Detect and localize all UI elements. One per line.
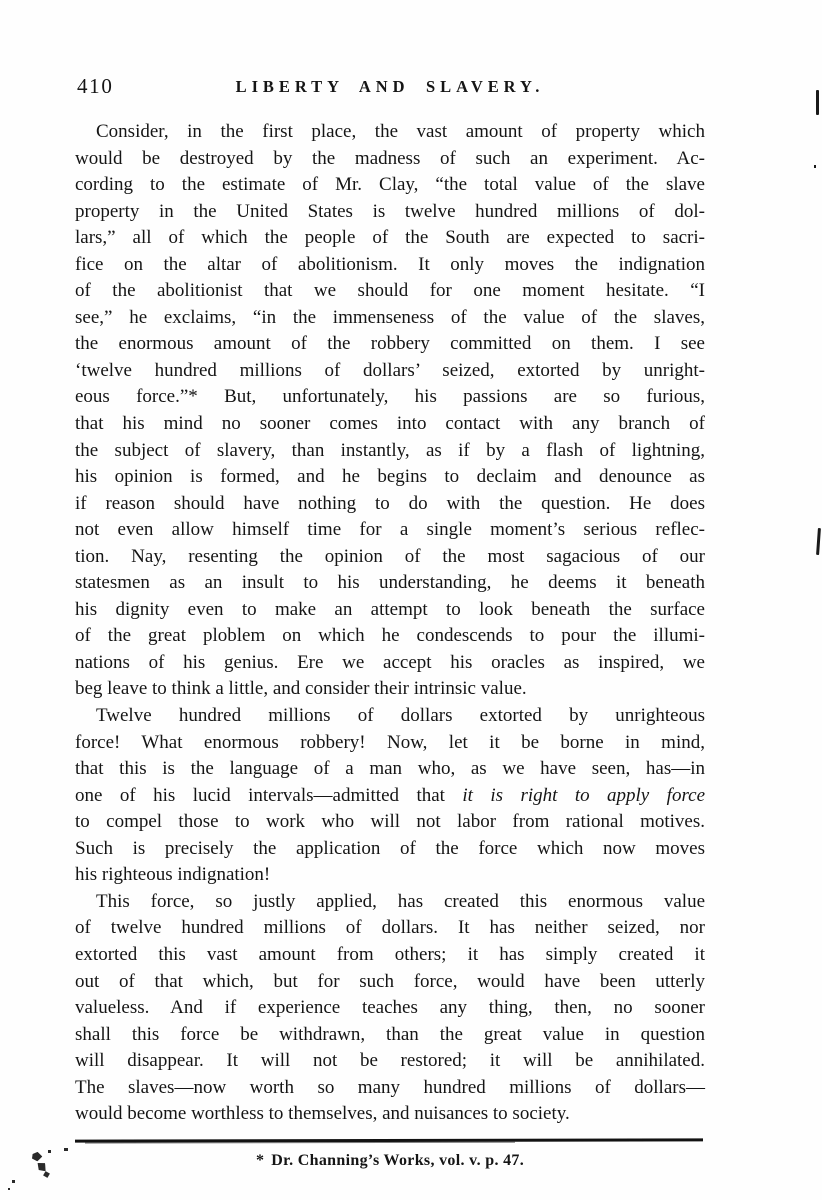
text-line: not even allow himself time for a single moment’s serious reflec-	[75, 519, 705, 541]
page-body	[75, 119, 705, 1128]
text-line: statesmen as an insult to his understanding, he deems it beneath	[75, 572, 705, 594]
text-line: Twelve hundred millions of dollars extorted by unrighteous	[96, 705, 705, 727]
text-line: of the great ploblem on which he condescends to pour the illumi-	[75, 625, 705, 647]
italic-phrase: it is right to apply force	[462, 784, 705, 806]
text-line: out of that which, but for such force, would have been utterly	[75, 970, 705, 992]
footnote-marker: *	[255, 1152, 265, 1169]
scan-artifact	[814, 165, 816, 168]
text-line: to compel those to work who will not labor from rational motives.	[75, 811, 705, 833]
text-line: his opinion is formed, and he begins to declaim and denounce as	[75, 466, 705, 488]
scan-artifact	[816, 90, 819, 115]
text-line: of twelve hundred millions of dollars. It has neither seized, nor	[75, 917, 705, 939]
text-line: would be destroyed by the madness of such an experiment. Ac-	[75, 147, 705, 169]
text-line: tion. Nay, resenting the opinion of the most sagacious of our	[75, 545, 705, 567]
footnote-text: Dr. Channing’s Works, vol. v. p. 47.	[271, 1152, 525, 1169]
footnote-rule	[75, 1138, 703, 1142]
text-line: Consider, in the first place, the vast amount of property which	[96, 121, 705, 142]
text-line: force! What enormous robbery! Now, let it be borne in mind,	[75, 731, 705, 753]
text-line: Such is precisely the application of the force which now moves	[75, 837, 705, 859]
text-line: shall this force be withdrawn, than the great value in question	[75, 1023, 705, 1045]
text-line: The slaves—now worth so many hundred millions of dollars—	[75, 1076, 705, 1098]
text-line: lars,” all of which the people of the South are expected to sacri-	[75, 227, 705, 249]
text-line: the enormous amount of the robbery committed on them. I see	[75, 333, 705, 355]
text-line: nations of his genius. Ere we accept his oracles as inspired, we	[75, 651, 705, 673]
scan-artifact	[816, 528, 821, 555]
text-line: will disappear. It will not be restored; it will be annihilated.	[75, 1050, 705, 1072]
text-line: that this is the language of a man who, as we have seen, has—in	[75, 758, 705, 780]
text-line: would become worthless to themselves, and nuisances to society.	[75, 1103, 570, 1125]
running-title: LIBERTY AND SLAVERY.	[235, 77, 545, 96]
text-segment: one of his lucid intervals—admitted that	[75, 784, 463, 806]
text-line: ‘twelve hundred millions of dollars’ seized, extorted by unright-	[75, 359, 705, 381]
text-line: beg leave to think a little, and consider their intrinsic value.	[75, 678, 527, 700]
text-line: that his mind no sooner comes into contact with any branch of	[75, 413, 705, 435]
text-line: valueless. And if experience teaches any thing, then, no sooner	[75, 997, 705, 1019]
text-line: of the abolitionist that we should for one moment hesitate. “I	[75, 280, 705, 302]
text-line: cording to the estimate of Mr. Clay, “the total value of the slave	[75, 174, 705, 196]
page-number: 410	[77, 74, 114, 98]
scan-artifact	[8, 1148, 53, 1193]
footnote	[75, 1152, 705, 1170]
text-line: extorted this vast amount from others; it has simply created it	[75, 943, 705, 965]
text-line: eous force.”* But, unfortunately, his passions are so furious,	[75, 386, 705, 408]
text-line: fice on the altar of abolitionism. It only moves the indignation	[75, 253, 705, 275]
text-line	[75, 783, 705, 810]
text-line: his dignity even to make an attempt to look beneath the surface	[75, 598, 705, 620]
text-line: his righteous indignation!	[75, 864, 271, 886]
text-line: see,” he exclaims, “in the immenseness of the value of the slaves,	[75, 306, 705, 328]
text-line: the subject of slavery, than instantly, as if by a flash of lightning,	[75, 439, 705, 461]
text-line: This force, so justly applied, has created this enormous value	[96, 890, 705, 912]
text-line: if reason should have nothing to do with the question. He does	[75, 492, 705, 514]
text-line: property in the United States is twelve hundred millions of dol-	[75, 200, 705, 222]
